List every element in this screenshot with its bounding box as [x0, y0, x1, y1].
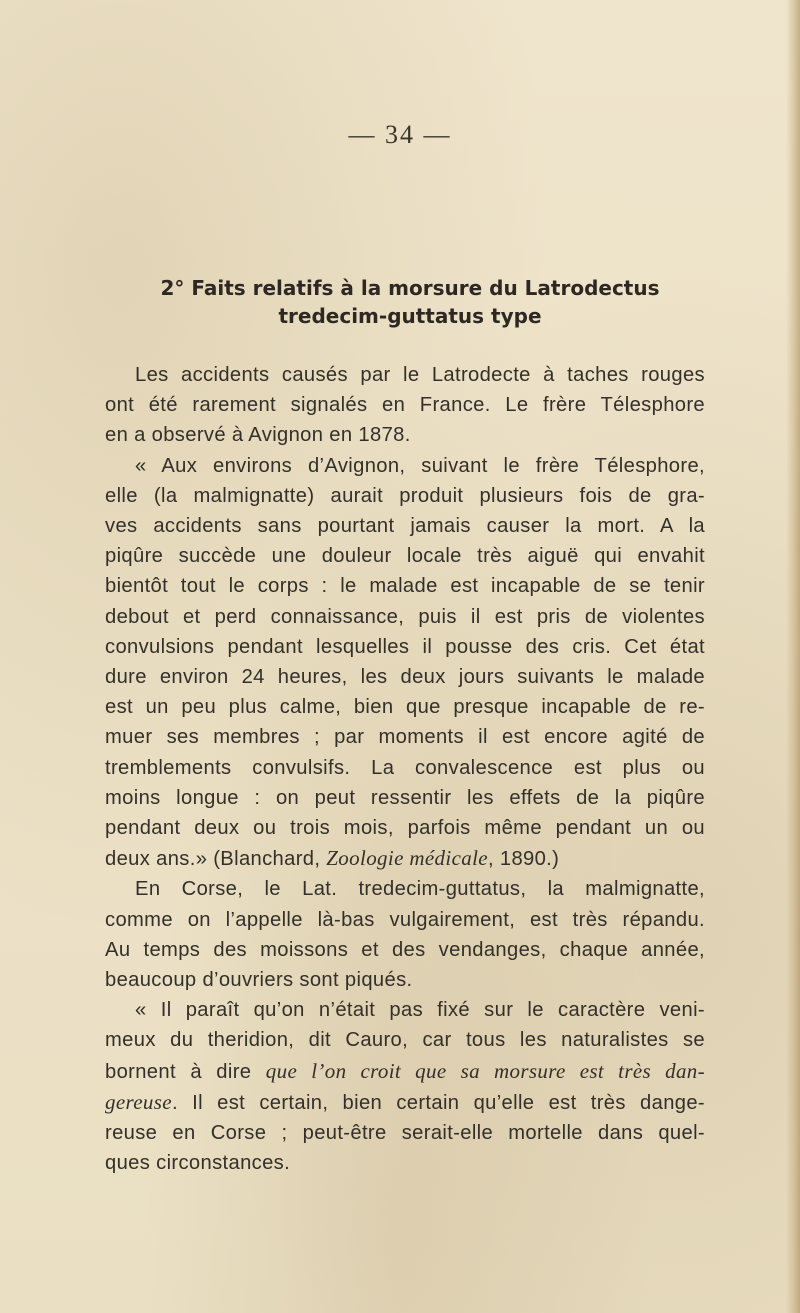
text-line: reuse en Corse ; peut-être serait-elle mortelle dans quel-	[105, 1122, 705, 1145]
section-title	[120, 274, 700, 330]
text-line: ves accidents sans pourtant jamais causer la mort. A la	[105, 515, 705, 538]
italic-quote-end: gereuse	[105, 1089, 172, 1114]
text-line: piqûre succède une douleur locale très aiguë qui envahit	[105, 545, 705, 568]
text-line: bientôt tout le corps : le malade est incapable de se tenir	[105, 575, 705, 598]
text-line-citation	[105, 843, 705, 874]
text-line: ques circonstances.	[105, 1152, 291, 1175]
citation-suffix: , 1890.)	[487, 848, 560, 871]
quote-prefix: bornent à dire	[105, 1060, 266, 1083]
citation-book-title: Zoologie médicale	[326, 846, 488, 871]
text-line: elle (la malmignatte) aurait produit plusieurs fois de gra-	[105, 484, 705, 507]
text-line: debout et perd connaissance, puis il est pris de violentes	[105, 605, 705, 628]
text-line: meux du theridion, dit Cauro, car tous les naturalistes se	[105, 1029, 705, 1052]
body-text	[105, 360, 705, 1178]
italic-quote-start: que l’on croit que sa morsure est très dan-	[265, 1058, 705, 1083]
text-line: En Corse, le Lat. tredecim-guttatus, la malmignatte,	[135, 878, 705, 901]
text-line: dure environ 24 heures, les deux jours suivants le malade	[105, 666, 705, 689]
text-line-quote	[105, 1087, 705, 1118]
text-line: « Aux environs d’Avignon, suivant le frère Télesphore,	[135, 454, 705, 477]
text-line: Au temps des moissons et des vendanges, chaque année,	[105, 938, 705, 961]
page-number: — 34 —	[348, 120, 452, 149]
section-title-line-1: 2° Faits relatifs à la morsure du Latrodectus	[160, 276, 660, 300]
text-line: muer ses membres ; par moments il est encore agité de	[105, 726, 705, 749]
citation-prefix: deux ans.» (Blanchard,	[105, 848, 327, 871]
text-line: moins longue : on peut ressentir les effets de la piqûre	[105, 786, 705, 809]
page-edge-shadow	[786, 0, 800, 1313]
text-line: tremblements convulsifs. La convalescence est plus ou	[105, 756, 705, 779]
text-line: pendant deux ou trois mois, parfois même pendant un ou	[105, 817, 705, 840]
section-title-line-2: tredecim-guttatus type	[278, 304, 542, 328]
text-line: Les accidents causés par le Latrodecte à taches rouges	[135, 364, 705, 386]
quote-suffix: . Il est certain, bien certain qu’elle est très dange-	[171, 1091, 705, 1114]
text-line: ont été rarement signalés en France. Le frère Télesphore	[105, 394, 705, 417]
text-line: « Il paraît qu’on n’était pas fixé sur le caractère veni-	[135, 999, 705, 1022]
text-line-quote	[105, 1056, 705, 1087]
text-line: est un peu plus calme, bien que presque incapable de re-	[105, 696, 705, 719]
text-line: en a observé à Avignon en 1878.	[105, 424, 411, 447]
text-line: beaucoup d’ouvriers sont piqués.	[105, 969, 413, 992]
text-line: comme on l’appelle là-bas vulgairement, est très répandu.	[105, 908, 705, 931]
text-line: convulsions pendant lesquelles il pousse des cris. Cet état	[105, 635, 705, 658]
